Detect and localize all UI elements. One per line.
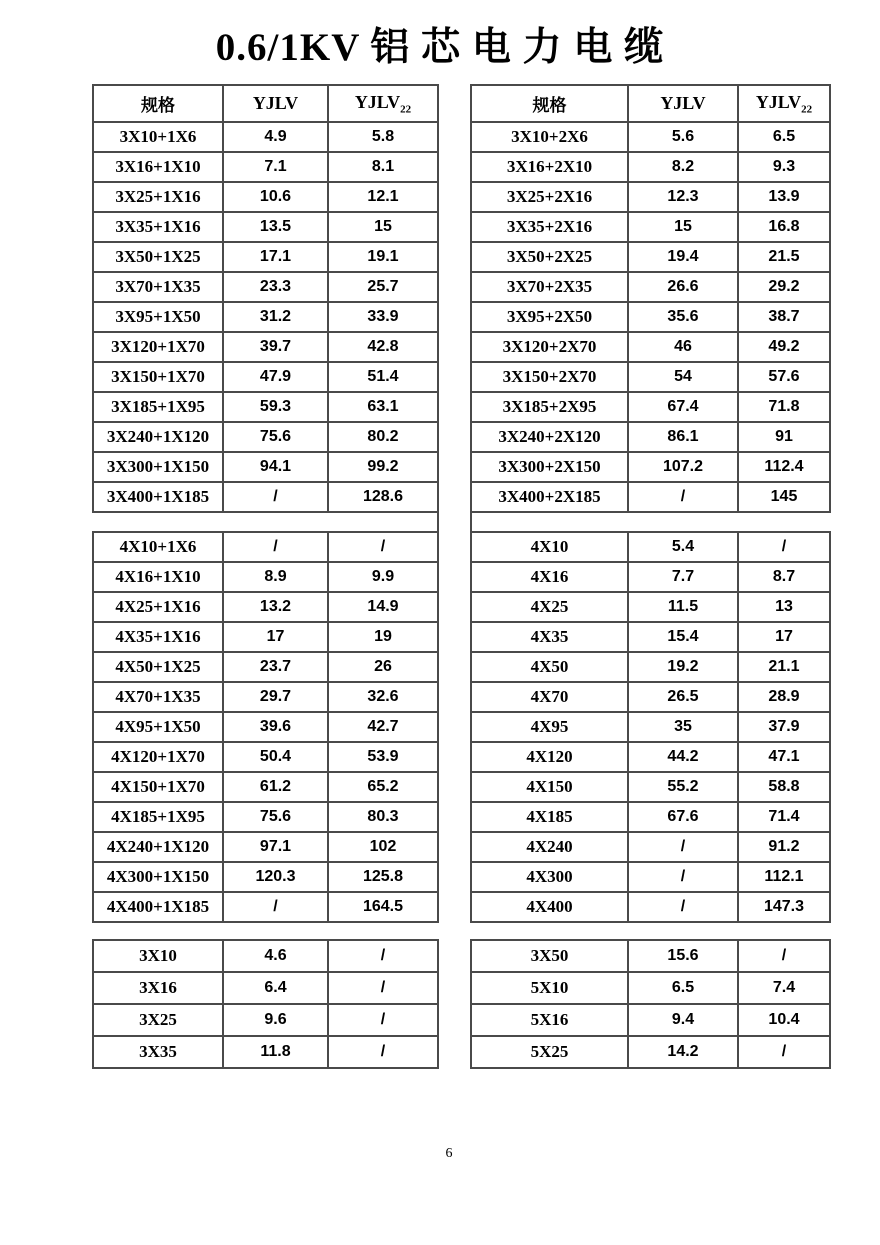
value-cell: 16.8	[738, 212, 830, 242]
table-row	[471, 862, 830, 892]
value-cell: 9.3	[738, 152, 830, 182]
spec-cell: 3X35+2X16	[471, 212, 628, 242]
spec-cell: 3X50+1X25	[93, 242, 223, 272]
spec-cell: 3X10	[93, 940, 223, 972]
spec-cell: 4X25	[471, 592, 628, 622]
table-row	[471, 452, 830, 482]
table-row	[471, 742, 830, 772]
value-cell: 19.1	[328, 242, 438, 272]
value-cell: 91.2	[738, 832, 830, 862]
table-row	[93, 682, 438, 712]
value-cell: 7.1	[223, 152, 328, 182]
value-cell: 9.9	[328, 562, 438, 592]
value-cell: 23.7	[223, 652, 328, 682]
value-cell: 6.5	[738, 122, 830, 152]
spec-cell: 4X150+1X70	[93, 772, 223, 802]
spec-cell: 3X35	[93, 1036, 223, 1068]
value-cell: 21.1	[738, 652, 830, 682]
value-cell: 13	[738, 592, 830, 622]
value-cell: 46	[628, 332, 738, 362]
value-cell: 61.2	[223, 772, 328, 802]
spec-cell: 4X35	[471, 622, 628, 652]
spec-cell: 4X10+1X6	[93, 532, 223, 562]
value-cell: 8.2	[628, 152, 738, 182]
value-cell: 47.9	[223, 362, 328, 392]
value-cell: 102	[328, 832, 438, 862]
value-cell: 112.4	[738, 452, 830, 482]
page-number: 6	[445, 1146, 453, 1161]
value-cell: /	[223, 532, 328, 562]
col-header-yjlv22	[328, 85, 438, 122]
value-cell: 17.1	[223, 242, 328, 272]
spec-cell: 3X150+1X70	[93, 362, 223, 392]
spec-cell: 4X50	[471, 652, 628, 682]
left-bottom-body	[93, 940, 438, 1068]
table-row	[471, 332, 830, 362]
spec-cell: 4X16+1X10	[93, 562, 223, 592]
table-row	[93, 242, 438, 272]
value-cell: 7.4	[738, 972, 830, 1004]
spec-cell: 4X400	[471, 892, 628, 922]
value-cell: 80.2	[328, 422, 438, 452]
spec-cell: 4X400+1X185	[93, 892, 223, 922]
header-row	[93, 85, 438, 122]
yjlv22-base: YJLV	[755, 91, 802, 112]
table-row	[93, 392, 438, 422]
value-cell: 26.6	[628, 272, 738, 302]
spec-cell: 3X25+1X16	[93, 182, 223, 212]
table-row	[93, 772, 438, 802]
spec-cell: 3X150+2X70	[471, 362, 628, 392]
table-row	[93, 1004, 438, 1036]
value-cell: 25.7	[328, 272, 438, 302]
value-cell: 38.7	[738, 302, 830, 332]
value-cell: 47.1	[738, 742, 830, 772]
spec-cell: 3X70+2X35	[471, 272, 628, 302]
value-cell: /	[328, 1004, 438, 1036]
value-cell: 4.6	[223, 940, 328, 972]
table-row	[471, 682, 830, 712]
table-row	[93, 422, 438, 452]
value-cell: 13.2	[223, 592, 328, 622]
value-cell: 10.4	[738, 1004, 830, 1036]
table-row	[93, 302, 438, 332]
spec-cell: 4X150	[471, 772, 628, 802]
value-cell: 67.4	[628, 392, 738, 422]
spec-cell: 3X120+1X70	[93, 332, 223, 362]
value-cell: 112.1	[738, 862, 830, 892]
col-header-spec: 规格	[471, 85, 628, 122]
table-row	[471, 652, 830, 682]
value-cell: 42.7	[328, 712, 438, 742]
value-cell: 59.3	[223, 392, 328, 422]
value-cell: 15	[328, 212, 438, 242]
header-row	[471, 85, 830, 122]
value-cell: 35	[628, 712, 738, 742]
col-header-yjlv: YJLV	[223, 85, 328, 122]
value-cell: 19.2	[628, 652, 738, 682]
spec-cell: 3X50	[471, 940, 628, 972]
table-row	[471, 152, 830, 182]
spec-cell: 3X25+2X16	[471, 182, 628, 212]
col-header-spec: 规格	[93, 85, 223, 122]
spec-cell: 3X95+1X50	[93, 302, 223, 332]
table-row	[471, 392, 830, 422]
spec-cell: 3X50+2X25	[471, 242, 628, 272]
table-row	[471, 972, 830, 1004]
spec-cell: 4X25+1X16	[93, 592, 223, 622]
table-row	[471, 212, 830, 242]
left-bottom-table	[92, 939, 439, 1069]
value-cell: 33.9	[328, 302, 438, 332]
value-cell: 125.8	[328, 862, 438, 892]
table-row	[93, 532, 438, 562]
col-header-yjlv22	[738, 85, 830, 122]
value-cell: 57.6	[738, 362, 830, 392]
value-cell: 14.2	[628, 1036, 738, 1068]
left-lower-table	[92, 531, 439, 923]
value-cell: 26	[328, 652, 438, 682]
value-cell: 11.8	[223, 1036, 328, 1068]
value-cell: 9.6	[223, 1004, 328, 1036]
table-row	[93, 592, 438, 622]
value-cell: 49.2	[738, 332, 830, 362]
spec-cell: 3X10+1X6	[93, 122, 223, 152]
value-cell: 91	[738, 422, 830, 452]
table-row	[93, 212, 438, 242]
spec-cell: 3X16	[93, 972, 223, 1004]
table-row	[471, 1036, 830, 1068]
table-row	[93, 622, 438, 652]
table-row	[93, 362, 438, 392]
yjlv22-subscript: 22	[801, 103, 813, 116]
spec-cell: 4X95	[471, 712, 628, 742]
value-cell: 21.5	[738, 242, 830, 272]
value-cell: 107.2	[628, 452, 738, 482]
right-section2-body	[471, 532, 830, 922]
spec-cell: 3X240+2X120	[471, 422, 628, 452]
spec-cell: 4X185	[471, 802, 628, 832]
value-cell: 164.5	[328, 892, 438, 922]
table-row	[93, 452, 438, 482]
value-cell: 12.3	[628, 182, 738, 212]
right-section-spacer	[470, 513, 831, 531]
table-row	[93, 272, 438, 302]
table-row	[471, 562, 830, 592]
value-cell: 94.1	[223, 452, 328, 482]
spec-cell: 3X16+1X10	[93, 152, 223, 182]
table-row	[93, 742, 438, 772]
value-cell: 14.9	[328, 592, 438, 622]
table-row	[93, 1036, 438, 1068]
value-cell: /	[628, 832, 738, 862]
spec-cell: 3X300+2X150	[471, 452, 628, 482]
spec-cell: 3X35+1X16	[93, 212, 223, 242]
spec-cell: 4X300	[471, 862, 628, 892]
value-cell: 8.7	[738, 562, 830, 592]
spec-cell: 4X240+1X120	[93, 832, 223, 862]
table-row	[471, 772, 830, 802]
value-cell: /	[738, 1036, 830, 1068]
table-row	[471, 712, 830, 742]
value-cell: 35.6	[628, 302, 738, 332]
table-row	[93, 152, 438, 182]
spec-cell: 5X16	[471, 1004, 628, 1036]
spec-cell: 4X70+1X35	[93, 682, 223, 712]
table-row	[471, 802, 830, 832]
spec-cell: 4X70	[471, 682, 628, 712]
right-bottom-table	[470, 939, 831, 1069]
value-cell: /	[328, 940, 438, 972]
col-header-yjlv: YJLV	[628, 85, 738, 122]
table-row	[93, 122, 438, 152]
value-cell: 19.4	[628, 242, 738, 272]
table-row	[471, 532, 830, 562]
right-table-gap	[470, 923, 831, 939]
value-cell: 17	[738, 622, 830, 652]
value-cell: /	[738, 940, 830, 972]
value-cell: 75.6	[223, 802, 328, 832]
table-row	[93, 332, 438, 362]
spec-cell: 4X120	[471, 742, 628, 772]
right-bottom-body	[471, 940, 830, 1068]
yjlv22-base: YJLV	[354, 91, 401, 112]
table-row	[471, 832, 830, 862]
left-table-gap	[92, 923, 439, 939]
table-row	[93, 832, 438, 862]
table-row	[93, 862, 438, 892]
value-cell: 26.5	[628, 682, 738, 712]
value-cell: 5.4	[628, 532, 738, 562]
value-cell: 17	[223, 622, 328, 652]
value-cell: /	[328, 1036, 438, 1068]
spec-cell: 3X70+1X35	[93, 272, 223, 302]
table-row	[471, 1004, 830, 1036]
value-cell: /	[628, 482, 738, 512]
value-cell: /	[223, 482, 328, 512]
spec-cell: 3X120+2X70	[471, 332, 628, 362]
value-cell: 42.8	[328, 332, 438, 362]
value-cell: 8.9	[223, 562, 328, 592]
spec-cell: 5X25	[471, 1036, 628, 1068]
spec-cell: 3X185+1X95	[93, 392, 223, 422]
value-cell: 6.4	[223, 972, 328, 1004]
table-row	[471, 182, 830, 212]
table-row	[471, 892, 830, 922]
value-cell: /	[628, 892, 738, 922]
value-cell: /	[628, 862, 738, 892]
spec-cell: 4X10	[471, 532, 628, 562]
spec-cell: 4X185+1X95	[93, 802, 223, 832]
spec-cell: 3X16+2X10	[471, 152, 628, 182]
spec-cell: 3X240+1X120	[93, 422, 223, 452]
value-cell: 10.6	[223, 182, 328, 212]
table-row	[93, 972, 438, 1004]
value-cell: 5.8	[328, 122, 438, 152]
value-cell: 58.8	[738, 772, 830, 802]
spec-cell: 3X400+2X185	[471, 482, 628, 512]
value-cell: 29.7	[223, 682, 328, 712]
spec-cell: 3X300+1X150	[93, 452, 223, 482]
value-cell: /	[738, 532, 830, 562]
yjlv22-subscript: 22	[400, 103, 412, 116]
value-cell: 51.4	[328, 362, 438, 392]
table-row	[471, 122, 830, 152]
value-cell: /	[328, 532, 438, 562]
right-table-header	[471, 85, 830, 122]
right-upper-table	[470, 84, 831, 513]
value-cell: 19	[328, 622, 438, 652]
table-row	[93, 892, 438, 922]
left-upper-table	[92, 84, 439, 513]
value-cell: 15.4	[628, 622, 738, 652]
table-row	[93, 562, 438, 592]
value-cell: 15	[628, 212, 738, 242]
table-row	[471, 302, 830, 332]
value-cell: 86.1	[628, 422, 738, 452]
spec-cell: 4X240	[471, 832, 628, 862]
table-row	[471, 482, 830, 512]
right-section1-body	[471, 122, 830, 512]
table-row	[93, 652, 438, 682]
table-row	[471, 422, 830, 452]
value-cell: 120.3	[223, 862, 328, 892]
value-cell: 32.6	[328, 682, 438, 712]
table-row	[471, 272, 830, 302]
value-cell: 55.2	[628, 772, 738, 802]
value-cell: 31.2	[223, 302, 328, 332]
value-cell: 99.2	[328, 452, 438, 482]
spec-cell: 3X400+1X185	[93, 482, 223, 512]
table-row	[471, 940, 830, 972]
value-cell: 9.4	[628, 1004, 738, 1036]
table-row	[471, 622, 830, 652]
value-cell: 65.2	[328, 772, 438, 802]
right-column	[470, 84, 831, 1069]
spec-cell: 4X16	[471, 562, 628, 592]
right-lower-table	[470, 531, 831, 923]
left-section2-body	[93, 532, 438, 922]
spec-cell: 4X35+1X16	[93, 622, 223, 652]
value-cell: 67.6	[628, 802, 738, 832]
value-cell: 13.9	[738, 182, 830, 212]
value-cell: 8.1	[328, 152, 438, 182]
value-cell: 80.3	[328, 802, 438, 832]
value-cell: 39.6	[223, 712, 328, 742]
table-row	[93, 712, 438, 742]
table-row	[471, 362, 830, 392]
spec-cell: 4X50+1X25	[93, 652, 223, 682]
left-column	[92, 84, 439, 1069]
value-cell: 147.3	[738, 892, 830, 922]
table-row	[471, 242, 830, 272]
value-cell: 23.3	[223, 272, 328, 302]
value-cell: /	[223, 892, 328, 922]
value-cell: 29.2	[738, 272, 830, 302]
table-row	[93, 802, 438, 832]
page-title: 0.6/1KV 铝 芯 电 力 电 缆	[215, 26, 665, 69]
table-row	[93, 482, 438, 512]
table-row	[471, 592, 830, 622]
value-cell: 145	[738, 482, 830, 512]
spec-cell: 5X10	[471, 972, 628, 1004]
value-cell: 37.9	[738, 712, 830, 742]
value-cell: /	[328, 972, 438, 1004]
spec-cell: 3X185+2X95	[471, 392, 628, 422]
value-cell: 4.9	[223, 122, 328, 152]
value-cell: 11.5	[628, 592, 738, 622]
value-cell: 15.6	[628, 940, 738, 972]
value-cell: 53.9	[328, 742, 438, 772]
value-cell: 50.4	[223, 742, 328, 772]
value-cell: 63.1	[328, 392, 438, 422]
value-cell: 75.6	[223, 422, 328, 452]
left-section1-body	[93, 122, 438, 512]
value-cell: 5.6	[628, 122, 738, 152]
value-cell: 6.5	[628, 972, 738, 1004]
value-cell: 71.4	[738, 802, 830, 832]
value-cell: 13.5	[223, 212, 328, 242]
value-cell: 97.1	[223, 832, 328, 862]
spec-cell: 4X95+1X50	[93, 712, 223, 742]
spec-cell: 4X300+1X150	[93, 862, 223, 892]
left-section-spacer	[92, 513, 439, 531]
spec-cell: 3X95+2X50	[471, 302, 628, 332]
spec-cell: 3X10+2X6	[471, 122, 628, 152]
spec-cell: 3X25	[93, 1004, 223, 1036]
value-cell: 28.9	[738, 682, 830, 712]
table-row	[93, 940, 438, 972]
left-table-header	[93, 85, 438, 122]
table-row	[93, 182, 438, 212]
value-cell: 7.7	[628, 562, 738, 592]
value-cell: 54	[628, 362, 738, 392]
value-cell: 12.1	[328, 182, 438, 212]
value-cell: 44.2	[628, 742, 738, 772]
table-columns	[0, 84, 880, 1069]
value-cell: 71.8	[738, 392, 830, 422]
value-cell: 128.6	[328, 482, 438, 512]
value-cell: 39.7	[223, 332, 328, 362]
spec-cell: 4X120+1X70	[93, 742, 223, 772]
